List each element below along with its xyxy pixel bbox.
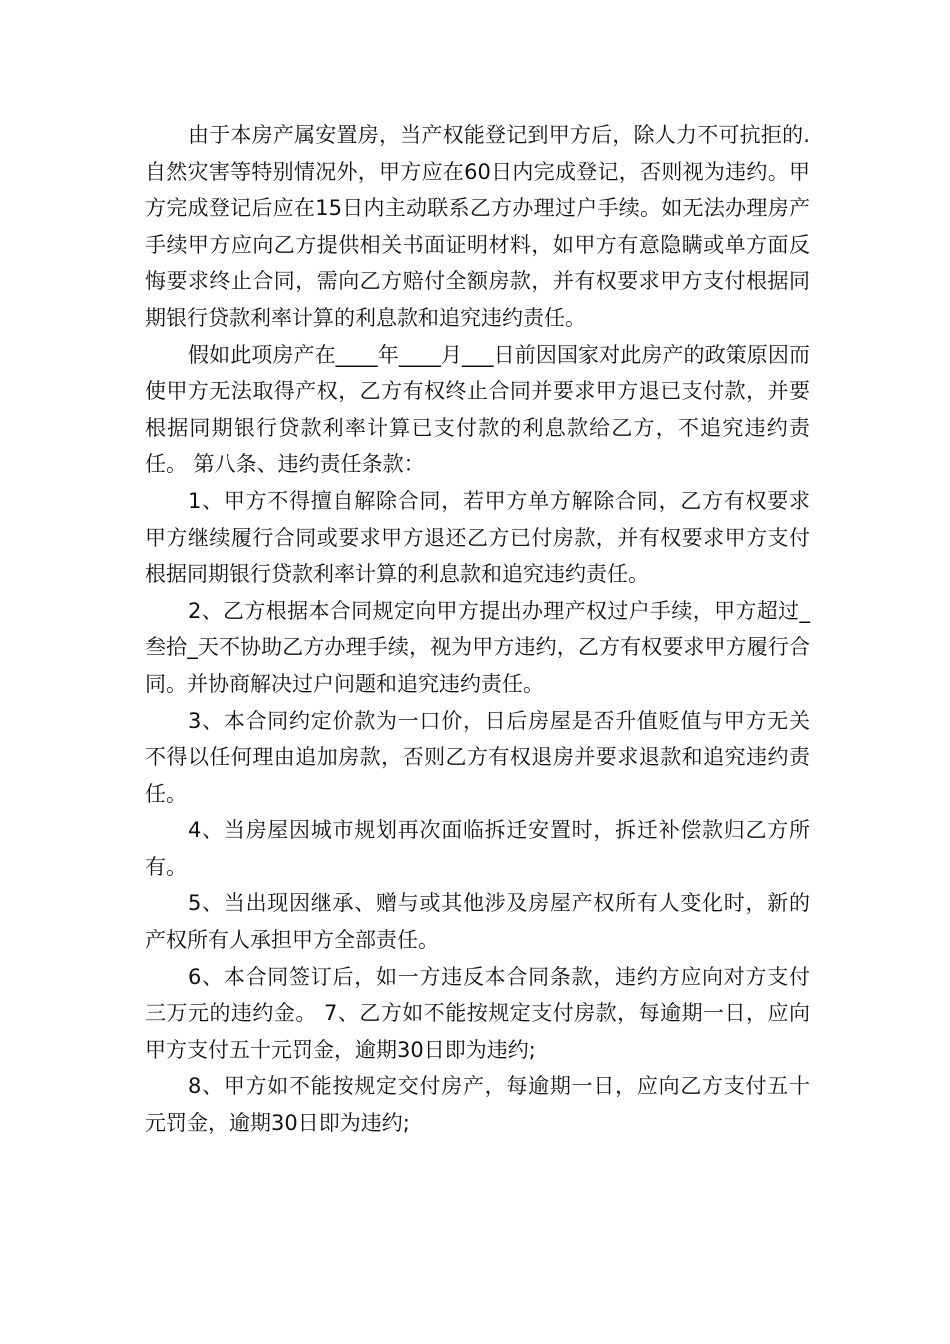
document-page (145, 117, 810, 1142)
paragraph-policy-clause: 假如此项房产在____年____月___日前因国家对此房产的政策原因而使甲方无法取得产权，乙方有权终止合同并要求甲方退已支付款，并要根据同期银行贷款利率计算已支付款的利息款给乙方，不追究违约责任。 第八条、违约责任条款： (145, 342, 810, 477)
paragraph-breach-item-2: 2、乙方根据本合同规定向甲方提出办理产权过户手续，甲方超过_叁拾_天不协助乙方办理手续，视为甲方违约，乙方有权要求甲方履行合同。并协商解决过户问题和追究违约责任。 (145, 598, 810, 696)
paragraph-registration-terms: 由于本房产属安置房，当产权能登记到甲方后，除人力不可抗拒的.自然灾害等特别情况外，甲方应在60日内完成登记，否则视为违约。甲方完成登记后应在15日内主动联系乙方办理过户手续。如无法办理房产手续甲方应向乙方提供相关书面证明材料，如甲方有意隐瞒或单方面反悔要求终止合同，需向乙方赔付全额房款，并有权要求甲方支付根据同期银行贷款利率计算的利息款和追究违约责任。 (145, 123, 810, 330)
paragraph-breach-item-4: 4、当房屋因城市规划再次面临拆迁安置时，拆迁补偿款归乙方所有。 (145, 818, 810, 879)
paragraph-breach-item-1: 1、甲方不得擅自解除合同，若甲方单方解除合同，乙方有权要求甲方继续履行合同或要求甲方退还乙方已付房款，并有权要求甲方支付根据同期银行贷款利率计算的利息款和追究违约责任。 (145, 488, 810, 587)
paragraph-breach-item-3: 3、本合同约定价款为一口价，日后房屋是否升值贬值与甲方无关不得以任何理由追加房款，否则乙方有权退房并要求退款和追究违约责任。 (145, 708, 810, 806)
paragraph-breach-item-5: 5、当出现因继承、赠与或其他涉及房屋产权所有人变化时，新的产权所有人承担甲方全部责任。 (145, 891, 810, 953)
paragraph-breach-item-6-7: 6、本合同签订后，如一方违反本合同条款，违约方应向对方支付三万元的违约金。 7、乙方如不能按规定支付房款，每逾期一日，应向甲方支付五十元罚金，逾期30日即为违约; (145, 964, 810, 1062)
paragraph-breach-item-8: 8、甲方如不能按规定交付房产，每逾期一日，应向乙方支付五十元罚金，逾期30日即为违约; (145, 1074, 810, 1136)
